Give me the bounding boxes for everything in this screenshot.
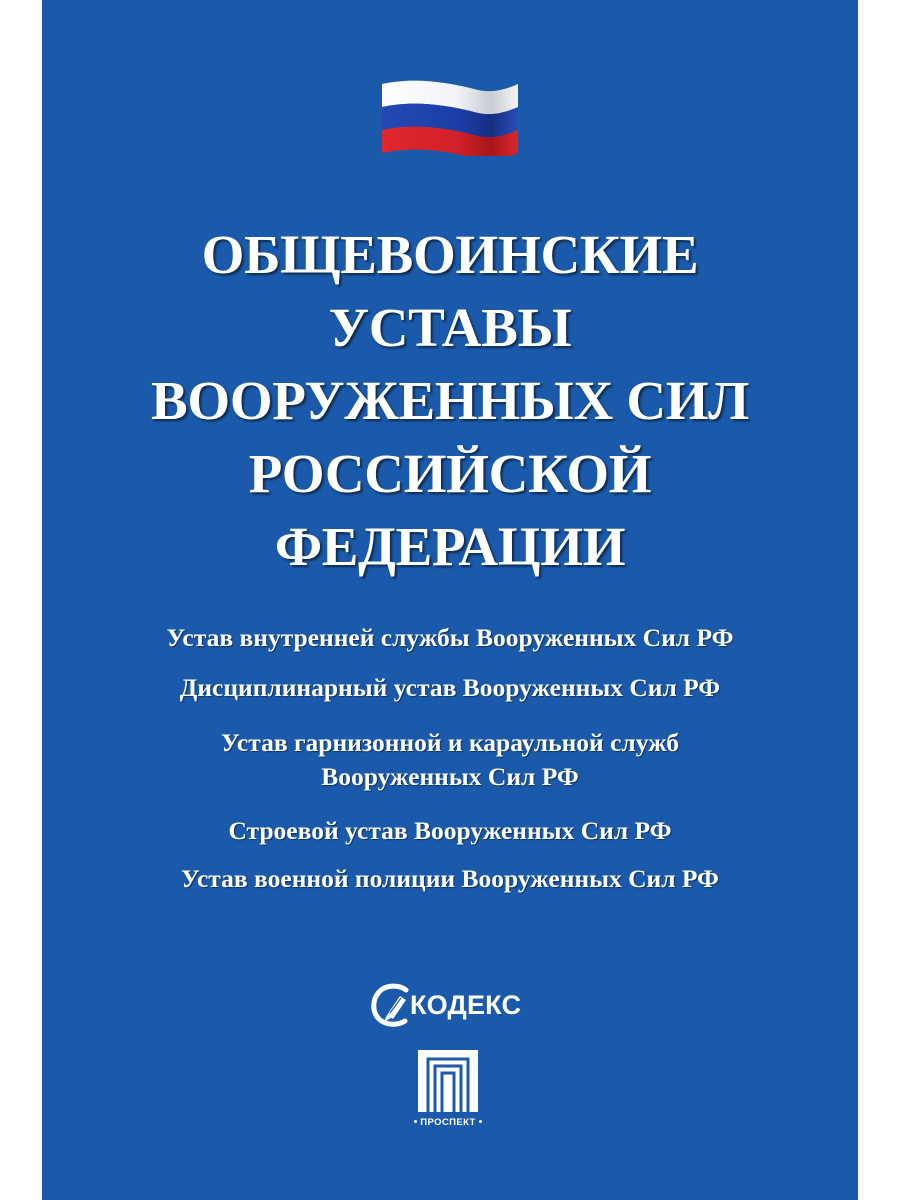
prospekt-name: ПРОСПЕКТ [420,1117,476,1128]
contents-item-garrison-line2: Вооруженных Сил РФ [321,762,579,791]
title-line: ВООРУЖЕННЫХ СИЛ [151,370,749,431]
contents-item-drill: Строевой устав Вооруженных Сил РФ [228,816,672,845]
prospekt-building-icon [418,1050,478,1112]
title-line: ОБЩЕВОИНСКИЕ [201,224,699,285]
title-line: ФЕДЕРАЦИИ [274,516,626,577]
dot-icon [414,1120,417,1123]
prospekt-publisher-logo [405,1050,491,1132]
prospekt-label [405,1114,491,1132]
kodeks-series-logo [370,982,521,1028]
contents-item-garrison-line1: Устав гарнизонной и караульной служб [220,728,680,757]
book-title [0,218,900,583]
dot-icon [479,1120,482,1123]
contents-item-internal-service: Устав внутренней службы Вооруженных Сил РФ [166,623,734,652]
title-line: РОССИЙСКОЙ [248,443,652,504]
title-line: УСТАВЫ [328,297,572,358]
kodeks-logo-text: КОДЕКС [410,989,522,1020]
russian-flag-icon [380,78,520,156]
contents-item-disciplinary: Дисциплинарный устав Вооруженных Сил РФ [179,673,721,702]
contents-item-military-police: Устав военной полиции Вооруженных Сил РФ [181,864,719,893]
